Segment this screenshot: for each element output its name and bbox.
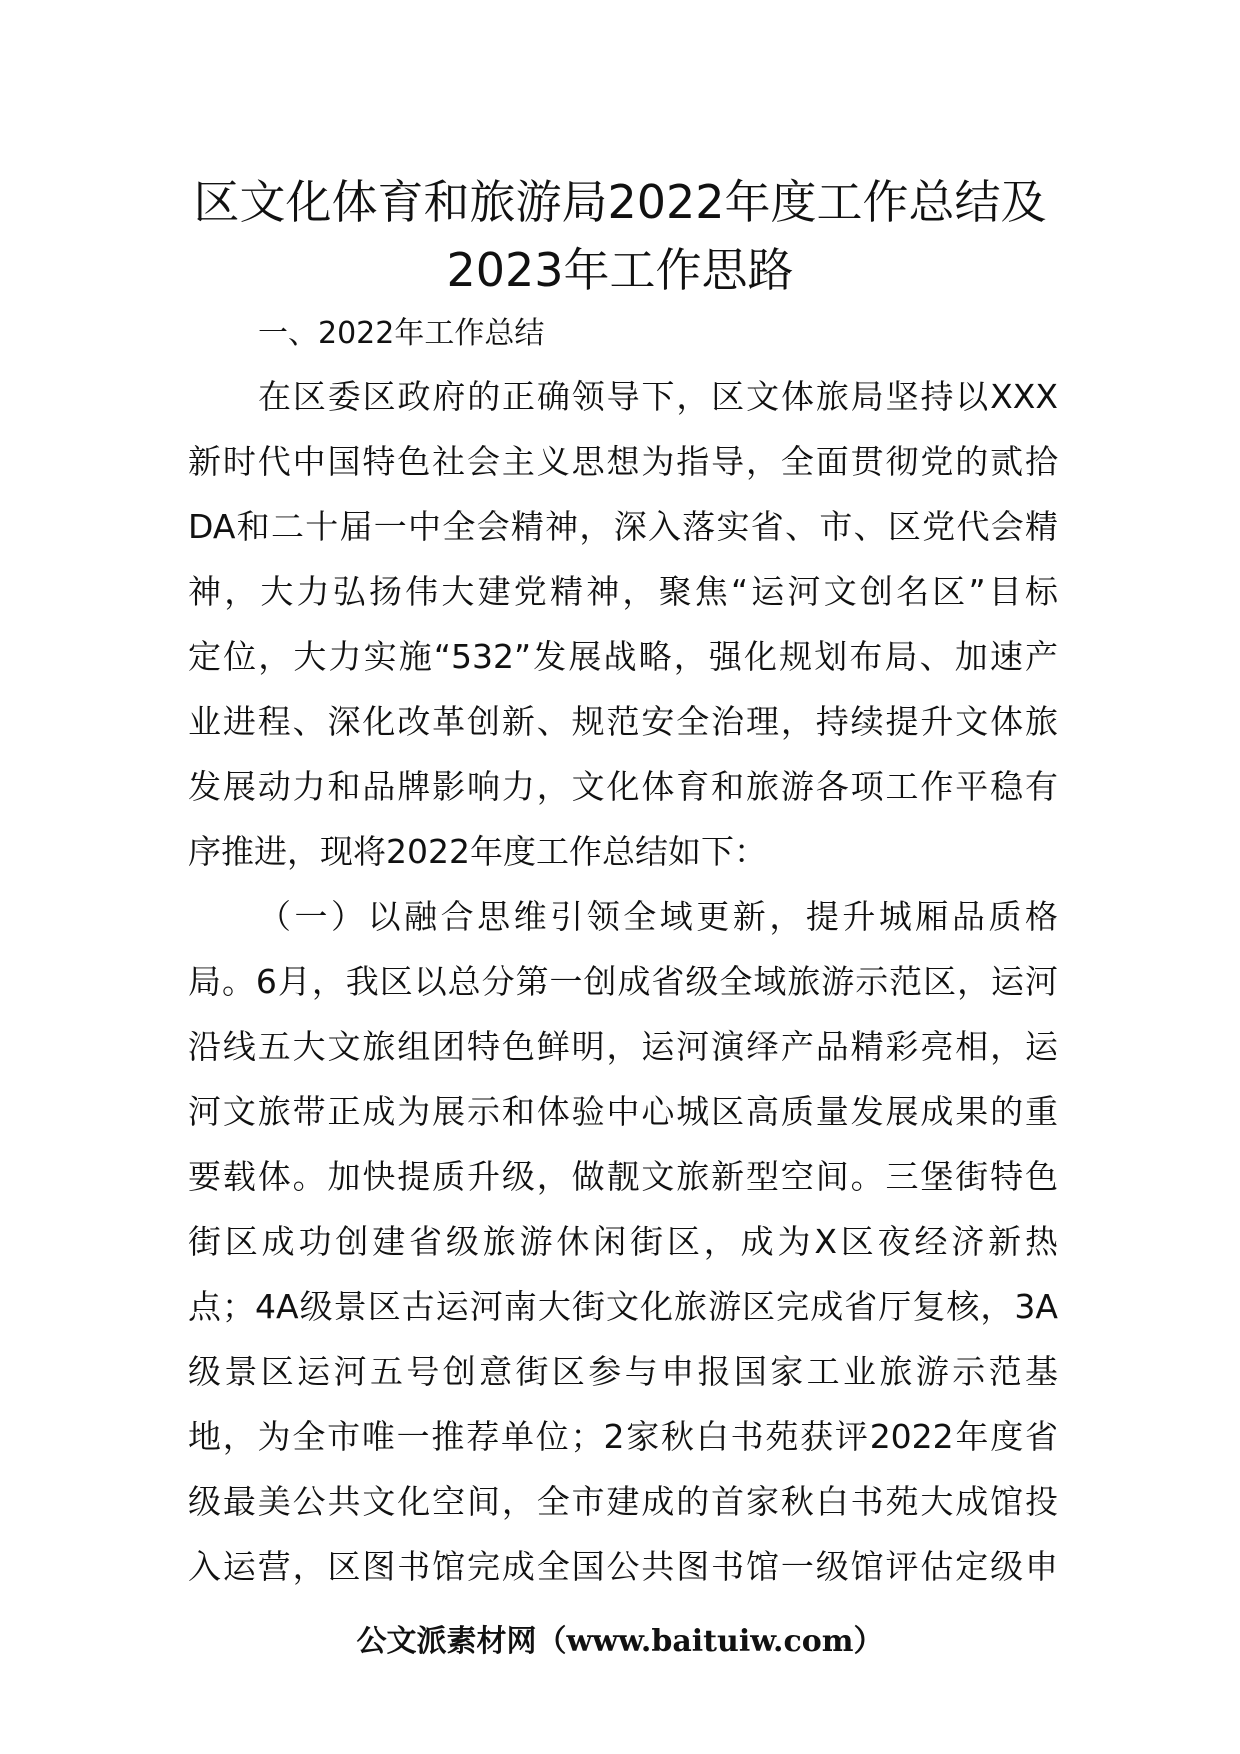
text-line: 发展动力和品牌影响力，文化体育和旅游各项工作平稳有 xyxy=(188,767,1058,806)
text-line: 街区成功创建省级旅游休闲街区，成为X区夜经济新热 xyxy=(188,1222,1058,1261)
footer-watermark: 公文派素材网（www.baituiw.com） xyxy=(356,1624,884,1659)
section-heading: 一、2022年工作总结 xyxy=(258,316,545,351)
text-line: 序推进，现将2022年度工作总结如下： xyxy=(188,832,767,871)
text-line: 地，为全市唯一推荐单位；2家秋白书苑获评2022年度省 xyxy=(188,1417,1058,1456)
text-line: 河文旅带正成为展示和体验中心城区高质量发展成果的重 xyxy=(188,1092,1058,1131)
text-line: 点；4A级景区古运河南大街文化旅游区完成省厅复核，3A xyxy=(188,1287,1058,1326)
text-line: 业进程、深化改革创新、规范安全治理，持续提升文体旅 xyxy=(188,702,1058,741)
paragraph-1 xyxy=(188,364,1058,884)
text-line: 局。6月，我区以总分第一创成省级全域旅游示范区，运河 xyxy=(188,962,1058,1001)
document-body xyxy=(188,304,1058,1599)
text-line: 神，大力弘扬伟大建党精神，聚焦“运河文创名区”目标 xyxy=(188,572,1058,611)
text-line: 定位，大力实施“532”发展战略，强化规划布局、加速产 xyxy=(188,637,1058,676)
paragraph-2 xyxy=(188,884,1058,1599)
text-line: 入运营，区图书馆完成全国公共图书馆一级馆评估定级申 xyxy=(188,1547,1058,1586)
text-line: 在区委区政府的正确领导下，区文体旅局坚持以XXX xyxy=(258,377,1058,416)
text-line: 级最美公共文化空间，全市建成的首家秋白书苑大成馆投 xyxy=(188,1482,1058,1521)
text-line: 沿线五大文旅组团特色鲜明，运河演绎产品精彩亮相，运 xyxy=(188,1027,1058,1066)
text-line: 要载体。加快提质升级，做靓文旅新型空间。三堡街特色 xyxy=(188,1157,1058,1196)
text-line: 新时代中国特色社会主义思想为指导，全面贯彻党的贰拾 xyxy=(188,442,1058,481)
title-line: 2023年工作思路 xyxy=(446,243,794,297)
text-line: DA和二十届一中全会精神，深入落实省、市、区党代会精 xyxy=(188,507,1058,546)
text-line: 级景区运河五号创意街区参与申报国家工业旅游示范基 xyxy=(188,1352,1058,1391)
text-line: （一）以融合思维引领全域更新，提升城厢品质格 xyxy=(258,897,1058,936)
document-title xyxy=(150,168,1090,304)
title-line: 区文化体育和旅游局2022年度工作总结及 xyxy=(193,175,1047,229)
